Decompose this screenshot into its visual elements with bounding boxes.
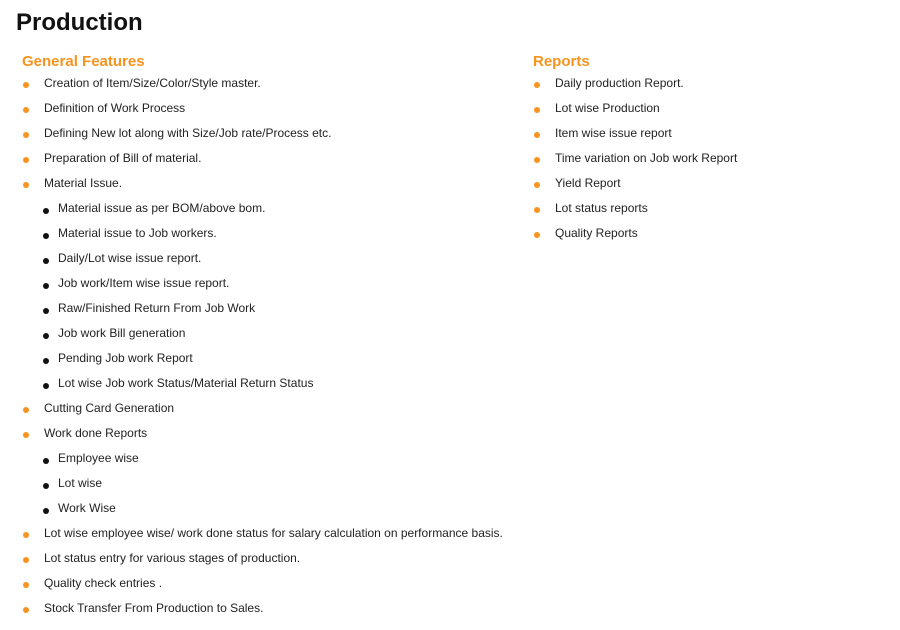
black-dot-bullet-icon (43, 233, 49, 239)
orange-dot-bullet-icon (534, 232, 540, 238)
list-item-text: Defining New lot along with Size/Job rate/Process etc. (44, 126, 332, 140)
list-item-text: Material issue as per BOM/above bom. (58, 201, 266, 215)
orange-dot-bullet-icon (23, 607, 29, 613)
list-item (533, 97, 873, 122)
black-dot-bullet-icon (43, 333, 49, 339)
list-item-text: Work Wise (58, 501, 116, 515)
list-item (533, 147, 873, 172)
list-item-text: Creation of Item/Size/Color/Style master. (44, 76, 261, 90)
orange-dot-bullet-icon (23, 532, 29, 538)
list-item-text: Material Issue. (44, 176, 123, 190)
list-item-text: Definition of Work Process (44, 101, 186, 115)
general-features-section (22, 52, 522, 622)
list-item-text: Lot status reports (555, 201, 648, 215)
sub-list-item (22, 472, 522, 497)
orange-dot-bullet-icon (23, 557, 29, 563)
orange-dot-bullet-icon (23, 182, 29, 188)
orange-dot-bullet-icon (23, 582, 29, 588)
orange-dot-bullet-icon (534, 107, 540, 113)
list-item-text: Stock Transfer From Production to Sales. (44, 601, 264, 615)
sub-list-item (22, 297, 522, 322)
list-item-text: Work done Reports (44, 426, 148, 440)
orange-dot-bullet-icon (23, 132, 29, 138)
orange-dot-bullet-icon (534, 207, 540, 213)
list-item-text: Lot status entry for various stages of production. (44, 551, 301, 565)
sub-list-item (22, 222, 522, 247)
list-item-text: Preparation of Bill of material. (44, 151, 202, 165)
reports-list (533, 72, 873, 247)
list-item (22, 547, 522, 572)
orange-dot-bullet-icon (23, 107, 29, 113)
list-item (22, 422, 522, 447)
sub-list-item (22, 372, 522, 397)
reports-heading: Reports (533, 53, 590, 70)
list-item-text: Lot wise employee wise/ work done status for salary calculation on performance basis. (44, 526, 503, 540)
list-item (22, 172, 522, 197)
list-item-text: Quality Reports (555, 226, 638, 240)
list-item (22, 572, 522, 597)
list-item (22, 147, 522, 172)
sub-list-item (22, 497, 522, 522)
list-item-text: Daily/Lot wise issue report. (58, 251, 202, 265)
list-item (533, 122, 873, 147)
black-dot-bullet-icon (43, 508, 49, 514)
list-item (533, 172, 873, 197)
orange-dot-bullet-icon (23, 432, 29, 438)
black-dot-bullet-icon (43, 283, 49, 289)
page-title: Production (16, 9, 143, 36)
orange-dot-bullet-icon (534, 182, 540, 188)
list-item-text: Daily production Report. (555, 76, 684, 90)
orange-dot-bullet-icon (23, 407, 29, 413)
list-item (533, 72, 873, 97)
list-item-text: Lot wise Job work Status/Material Return Status (58, 376, 314, 390)
black-dot-bullet-icon (43, 258, 49, 264)
general-features-heading: General Features (22, 53, 145, 70)
list-item-text: Material issue to Job workers. (58, 226, 217, 240)
list-item-text: Pending Job work Report (58, 351, 193, 365)
black-dot-bullet-icon (43, 483, 49, 489)
orange-dot-bullet-icon (534, 82, 540, 88)
list-item (22, 522, 522, 547)
orange-dot-bullet-icon (23, 82, 29, 88)
sub-list-item (22, 272, 522, 297)
orange-dot-bullet-icon (534, 132, 540, 138)
list-item-text: Time variation on Job work Report (555, 151, 738, 165)
list-item-text: Raw/Finished Return From Job Work (58, 301, 256, 315)
list-item-text: Job work Bill generation (58, 326, 186, 340)
list-item-text: Lot wise (58, 476, 103, 490)
list-item-text: Yield Report (555, 176, 621, 190)
list-item-text: Quality check entries . (44, 576, 163, 590)
list-item (22, 397, 522, 422)
list-item-text: Employee wise (58, 451, 139, 465)
general-features-list (22, 72, 522, 622)
black-dot-bullet-icon (43, 208, 49, 214)
orange-dot-bullet-icon (534, 157, 540, 163)
black-dot-bullet-icon (43, 358, 49, 364)
black-dot-bullet-icon (43, 458, 49, 464)
list-item-text: Item wise issue report (555, 126, 672, 140)
list-item (22, 97, 522, 122)
list-item-text: Job work/Item wise issue report. (58, 276, 230, 290)
black-dot-bullet-icon (43, 383, 49, 389)
list-item-text: Cutting Card Generation (44, 401, 175, 415)
list-item (22, 72, 522, 97)
list-item (22, 122, 522, 147)
list-item-text: Lot wise Production (555, 101, 660, 115)
list-item (533, 197, 873, 222)
list-item (22, 597, 522, 622)
sub-list-item (22, 197, 522, 222)
black-dot-bullet-icon (43, 308, 49, 314)
orange-dot-bullet-icon (23, 157, 29, 163)
reports-section (533, 52, 873, 247)
sub-list-item (22, 447, 522, 472)
sub-list-item (22, 247, 522, 272)
sub-list-item (22, 322, 522, 347)
list-item (533, 222, 873, 247)
sub-list-item (22, 347, 522, 372)
